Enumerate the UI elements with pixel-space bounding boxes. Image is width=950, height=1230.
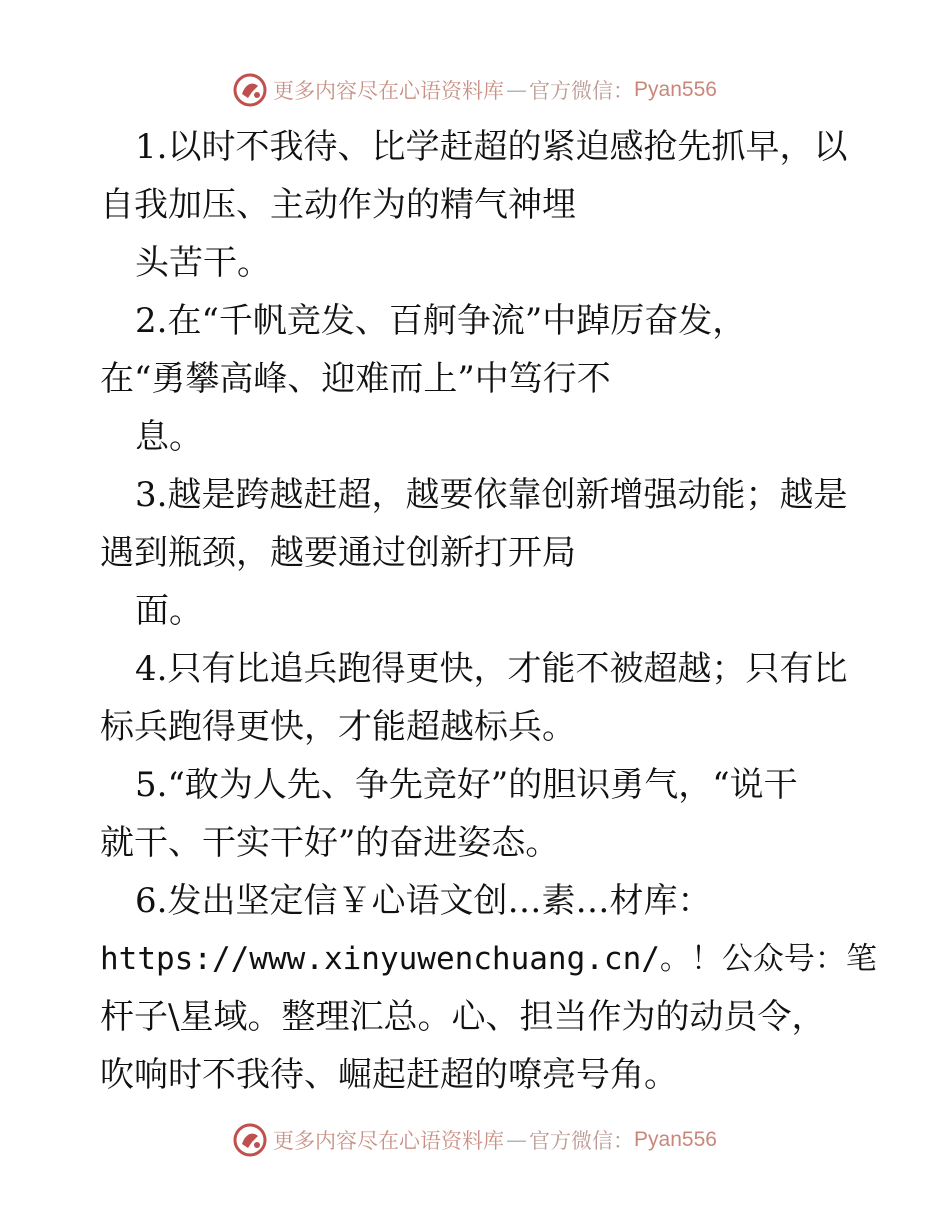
watermark-text: 更多内容尽在心语资料库 (273, 79, 505, 103)
text-line: 4.只有比追兵跑得更快，才能不被超越；只有比 (135, 649, 848, 689)
watermark-wechat-label: 官方微信： (529, 1129, 635, 1153)
text-line: 2.在“千帆竞发、百舸争流”中踔厉奋发， (135, 301, 747, 341)
seal-logo-icon (233, 1123, 267, 1157)
footer-watermark (0, 1120, 950, 1160)
text-line: 1.以时不我待、比学赶超的紧迫感抢先抓早，以 (135, 127, 848, 167)
text-line: 息。 (135, 417, 203, 457)
header-watermark (0, 70, 950, 110)
url-line: https://www.xinyuwenchuang.cn/。！公众号：笔 (100, 941, 877, 977)
document-body (100, 118, 877, 1104)
text-line: 吹响时不我待、崛起赶超的嘹亮号角。 (100, 1055, 678, 1095)
text-line: 面。 (135, 591, 203, 631)
text-line: 6.发出坚定信￥心语文创…素…材库： (135, 881, 712, 921)
text-line: 自我加压、主动作为的精气神埋 (100, 185, 576, 225)
text-line: 在“勇攀高峰、迎难而上”中笃行不 (100, 359, 611, 399)
text-line: 遇到瓶颈，越要通过创新打开局 (100, 533, 576, 573)
watermark-wechat-id: Pyan556 (634, 1128, 717, 1151)
text-line: 杆子\星域。整理汇总。心、担当作为的动员令， (100, 997, 826, 1037)
text-line: 3.越是跨越赶超，越要依靠创新增强动能；越是 (135, 475, 848, 515)
watermark-text: 更多内容尽在心语资料库 (273, 1129, 505, 1153)
text-line: 5.“敢为人先、争先竞好”的胆识勇气，“说干 (135, 765, 798, 805)
watermark-wechat-label: 官方微信： (529, 79, 635, 103)
text-line: 就干、干实干好”的奋进姿态。 (100, 823, 560, 863)
seal-logo-icon (233, 73, 267, 107)
watermark-separator: — (506, 1128, 528, 1152)
watermark-separator: — (506, 78, 528, 102)
text-line: 标兵跑得更快，才能超越标兵。 (100, 707, 576, 747)
watermark-wechat-id: Pyan556 (634, 78, 717, 101)
text-line: 头苦干。 (135, 243, 271, 283)
